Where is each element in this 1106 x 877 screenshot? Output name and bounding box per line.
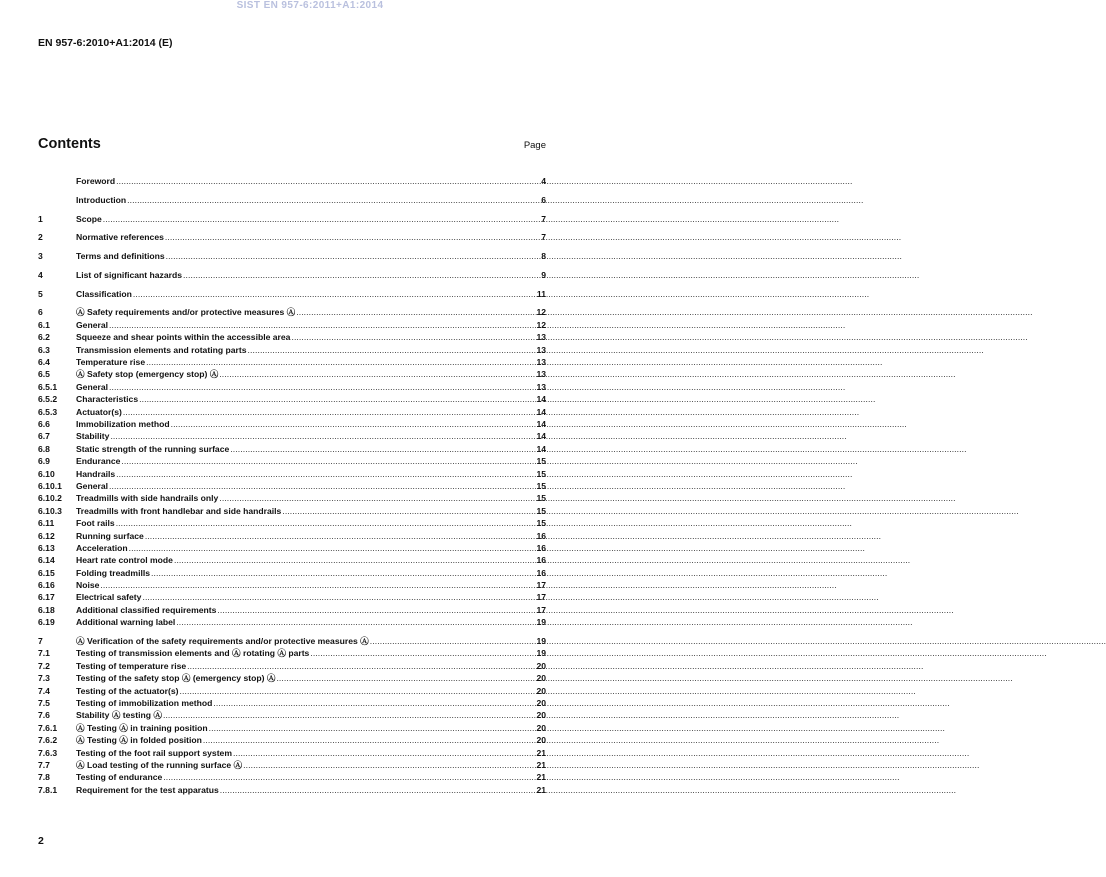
- toc-dot-leader: [370, 635, 536, 647]
- toc-section-title: Testing of the actuator(s): [76, 685, 179, 696]
- toc-page-number: 12: [536, 307, 546, 318]
- toc-dot-leader: [230, 443, 535, 455]
- toc-entry[interactable]: [38, 430, 546, 442]
- toc-section-title: Characteristics: [76, 394, 139, 405]
- toc-dot-leader: [163, 709, 535, 721]
- toc-page-number: 16: [536, 530, 546, 541]
- toc-entry[interactable]: [38, 418, 546, 430]
- toc-dot-leader: [145, 530, 536, 542]
- toc-entry[interactable]: [38, 542, 546, 554]
- toc-section-number: 6.10.1: [38, 480, 62, 491]
- toc-entry[interactable]: [38, 517, 546, 529]
- toc-page-number: 7: [541, 232, 546, 243]
- toc-page-number: 19: [536, 636, 546, 647]
- toc-page-number: 15: [536, 468, 546, 479]
- toc-page-number: 13: [536, 344, 546, 355]
- toc-section-title: Foreword: [76, 176, 116, 186]
- toc-dot-leader: [243, 759, 535, 771]
- toc-dot-leader: [219, 492, 535, 504]
- toc-entry[interactable]: [38, 734, 546, 746]
- toc-page-number: 16: [536, 555, 546, 566]
- toc-page-number: 13: [536, 381, 546, 392]
- toc-section-number: 6.10: [38, 468, 55, 479]
- toc-page-number: 16: [536, 542, 546, 553]
- toc-page-number: 20: [536, 735, 546, 746]
- toc-page-number: 9: [541, 269, 546, 280]
- toc-page-number: 7: [541, 213, 546, 224]
- toc-section-number: 6.13: [38, 542, 55, 553]
- toc-section-number: 7.8: [38, 772, 50, 783]
- toc-section-title: Endurance: [76, 456, 121, 467]
- toc-section-number: 6.17: [38, 592, 55, 603]
- toc-page-number: 20: [536, 722, 546, 733]
- toc-section-title: Testing of immobilization method: [76, 697, 213, 708]
- toc-dot-leader: [171, 418, 536, 430]
- toc-section-title: Ⓐ Testing Ⓐ in folded position: [76, 735, 202, 746]
- toc-section-number: 3: [38, 251, 43, 262]
- document-id: EN 957-6:2010+A1:2014 (E): [38, 37, 173, 49]
- toc-dot-leader: [296, 306, 535, 318]
- toc-dot-leader: [187, 660, 535, 672]
- toc-entry[interactable]: [38, 406, 546, 418]
- toc-section-title: Testing of the safety stop Ⓐ (emergency stop) Ⓐ: [76, 673, 276, 684]
- toc-dot-leader: [233, 747, 535, 759]
- toc-entry[interactable]: [38, 784, 546, 796]
- toc-section-title: Testing of the foot rail support system: [76, 747, 232, 758]
- toc-section-title: Requirement for the test apparatus: [76, 784, 219, 795]
- toc-dot-leader: [183, 269, 540, 281]
- toc-section-title: Transmission elements and rotating parts: [76, 344, 247, 355]
- watermark: SIST EN 957-6:2011+A1:2014: [236, 0, 384, 11]
- toc-entry[interactable]: [38, 213, 546, 225]
- toc-entry[interactable]: [38, 356, 546, 368]
- toc-section-title: Acceleration: [76, 542, 128, 553]
- toc-section-number: 6.18: [38, 604, 55, 615]
- toc-page-number: 15: [536, 456, 546, 467]
- toc-section-number: 6.11: [38, 518, 55, 529]
- toc-page-number: 21: [536, 784, 546, 795]
- toc-section-number: 6.14: [38, 555, 55, 566]
- toc-section-number: 6.4: [38, 357, 50, 368]
- toc-entry[interactable]: [38, 505, 546, 517]
- toc-dot-leader: [146, 356, 535, 368]
- toc-page-number: 11: [536, 288, 546, 299]
- toc-entry[interactable]: [38, 331, 546, 343]
- toc-page-number: 17: [536, 592, 546, 603]
- toc-section-title: Ⓐ Safety requirements and/or protective measures Ⓐ: [76, 307, 296, 318]
- toc-entry[interactable]: [38, 709, 546, 721]
- toc-section-title: Ⓐ Load testing of the running surface Ⓐ: [76, 759, 243, 770]
- toc-dot-leader: [109, 319, 535, 331]
- toc-dot-leader: [116, 517, 536, 529]
- toc-dot-leader: [291, 331, 535, 343]
- page-number: 2: [38, 835, 44, 847]
- toc-section-number: 6: [38, 307, 43, 318]
- toc-dot-leader: [174, 554, 535, 566]
- toc-section-number: 6.10.2: [38, 493, 62, 504]
- toc-entry[interactable]: [38, 231, 546, 243]
- toc-section-title: Electrical safety: [76, 592, 142, 603]
- toc-section-title: Static strength of the running surface: [76, 443, 230, 454]
- toc-entry[interactable]: [38, 660, 546, 672]
- toc-dot-leader: [180, 685, 536, 697]
- toc-section-number: 4: [38, 269, 43, 280]
- toc-page-number: 20: [536, 710, 546, 721]
- toc-section-title: Foot rails: [76, 518, 115, 529]
- toc-section-number: 1: [38, 213, 43, 224]
- toc-section-number: 7.6.3: [38, 747, 58, 758]
- toc-page-number: 19: [536, 617, 546, 628]
- toc-entry[interactable]: [38, 530, 546, 542]
- toc-entry[interactable]: [38, 492, 546, 504]
- toc-dot-leader: [209, 722, 536, 734]
- toc-section-title: Normative references: [76, 232, 164, 243]
- toc-section-number: 6.2: [38, 332, 50, 343]
- toc-page-number: 6: [541, 194, 546, 205]
- toc-section-number: 6.10.3: [38, 505, 62, 516]
- toc-dot-leader: [203, 734, 536, 746]
- toc-section-title: Testing of transmission elements and Ⓐ rotating Ⓐ parts: [76, 648, 310, 659]
- toc-page-number: 20: [536, 685, 546, 696]
- toc-section-title: Squeeze and shear points within the accessible area: [76, 332, 291, 343]
- toc-entry[interactable]: [38, 393, 546, 405]
- toc-dot-leader: [129, 542, 536, 554]
- toc-page-number: 13: [536, 332, 546, 343]
- toc-section-number: 7.5: [38, 697, 50, 708]
- toc-section-number: 6.16: [38, 580, 55, 591]
- toc-section-number: 7.6.1: [38, 722, 58, 733]
- toc-dot-leader: [213, 697, 535, 709]
- toc-entry[interactable]: [38, 567, 546, 579]
- toc-dot-leader: [165, 231, 540, 243]
- toc-dot-leader: [116, 175, 540, 187]
- page-column-label: Page: [523, 140, 546, 151]
- toc-page-number: 4: [541, 176, 546, 186]
- toc-dot-leader: [217, 604, 535, 616]
- toc-section-title: General: [76, 319, 109, 330]
- toc-section-number: 6.19: [38, 617, 55, 628]
- toc-page-number: 17: [536, 580, 546, 591]
- toc-page-number: 14: [536, 443, 546, 454]
- toc-section-number: 6.6: [38, 418, 50, 429]
- toc-section-title: Stability: [76, 431, 110, 442]
- toc-entry[interactable]: [38, 771, 546, 783]
- toc-section-title: Folding treadmills: [76, 567, 151, 578]
- toc-dot-leader: [133, 288, 536, 300]
- toc-section-title: General: [76, 480, 109, 491]
- toc-section-title: Terms and definitions: [76, 251, 165, 262]
- toc-section-title: Testing of endurance: [76, 772, 163, 783]
- toc-page-number: 14: [536, 431, 546, 442]
- toc-entry[interactable]: [38, 616, 546, 628]
- toc-dot-leader: [110, 430, 535, 442]
- toc-dot-leader: [121, 455, 535, 467]
- toc-dot-leader: [166, 250, 541, 262]
- toc-section-number: 5: [38, 288, 43, 299]
- toc-section-number: 6.5.1: [38, 381, 58, 392]
- toc-entry[interactable]: [38, 554, 546, 566]
- toc-page-number: 17: [536, 604, 546, 615]
- toc-entry[interactable]: [38, 722, 546, 734]
- toc-section-title: Classification: [76, 288, 132, 299]
- toc-dot-leader: [109, 480, 535, 492]
- toc-section-number: 6.3: [38, 344, 50, 355]
- toc-section-number: 7.4: [38, 685, 50, 696]
- toc-page-number: 8: [541, 251, 546, 262]
- toc-dot-leader: [142, 591, 535, 603]
- toc-page-number: 15: [536, 493, 546, 504]
- toc-entry[interactable]: [38, 468, 546, 480]
- toc-section-title: Stability Ⓐ testing Ⓐ: [76, 710, 162, 721]
- toc-section-title: Introduction: [76, 194, 127, 205]
- toc-section-title: Treadmills with front handlebar and side handrails: [76, 505, 282, 516]
- toc-page-number: 12: [536, 319, 546, 330]
- toc-section-title: Ⓐ Safety stop (emergency stop) Ⓐ: [76, 369, 219, 380]
- toc-page-number: 21: [536, 772, 546, 783]
- toc-page-number: 13: [536, 357, 546, 368]
- toc-section-number: 7.6.2: [38, 735, 58, 746]
- toc-section-number: 7.1: [38, 648, 50, 659]
- toc-section-title: Ⓐ Verification of the safety requirements and/or protective measures Ⓐ: [76, 636, 369, 647]
- toc-dot-leader: [163, 771, 535, 783]
- toc-entry[interactable]: [38, 368, 546, 380]
- toc-entry[interactable]: [38, 250, 546, 262]
- toc-section-number: 6.9: [38, 456, 50, 467]
- toc-entry[interactable]: [38, 480, 546, 492]
- toc-page-number: 15: [536, 480, 546, 491]
- toc-section-number: 6.12: [38, 530, 55, 541]
- toc-dot-leader: [109, 381, 535, 393]
- toc-entry[interactable]: [38, 194, 546, 206]
- toc-dot-leader: [103, 213, 540, 225]
- toc-page-number: 20: [536, 697, 546, 708]
- toc-section-title: List of significant hazards: [76, 269, 183, 280]
- toc-section-title: Noise: [76, 580, 100, 591]
- toc-section-number: 7.2: [38, 660, 50, 671]
- toc-entry[interactable]: [38, 747, 546, 759]
- toc-entry[interactable]: [38, 647, 546, 659]
- toc-entry[interactable]: [38, 443, 546, 455]
- toc-entry[interactable]: [38, 288, 546, 300]
- toc-section-title: Temperature rise: [76, 357, 146, 368]
- toc-dot-leader: [248, 344, 536, 356]
- toc-entry[interactable]: [38, 269, 546, 281]
- toc-page-number: 19: [536, 648, 546, 659]
- toc-section-title: Handrails: [76, 468, 116, 479]
- toc-page-number: 15: [536, 518, 546, 529]
- toc-entry[interactable]: [38, 685, 546, 697]
- toc-section-title: Ⓐ Testing Ⓐ in training position: [76, 722, 208, 733]
- toc-section-title: Actuator(s): [76, 406, 122, 417]
- toc-dot-leader: [310, 647, 535, 659]
- toc-page-number: 16: [536, 567, 546, 578]
- toc-dot-leader: [116, 468, 535, 480]
- toc-section-title: Scope: [76, 213, 102, 224]
- toc-dot-leader: [139, 393, 535, 405]
- table-of-contents: [38, 175, 546, 796]
- toc-section-number: 7.3: [38, 673, 50, 684]
- toc-section-number: 6.8: [38, 443, 50, 454]
- toc-page-number: 21: [536, 747, 546, 758]
- toc-page-number: 20: [536, 673, 546, 684]
- toc-section-title: Immobilization method: [76, 418, 170, 429]
- toc-dot-leader: [123, 406, 536, 418]
- toc-page-number: 15: [536, 505, 546, 516]
- toc-section-number: 6.7: [38, 431, 50, 442]
- toc-entry[interactable]: [38, 672, 546, 684]
- toc-entry[interactable]: [38, 319, 546, 331]
- toc-page-number: 14: [536, 418, 546, 429]
- toc-section-number: 2: [38, 232, 43, 243]
- toc-entry[interactable]: [38, 759, 546, 771]
- toc-section-number: 6.5.2: [38, 394, 58, 405]
- toc-page-number: 13: [536, 369, 546, 380]
- contents-heading: Contents: [38, 136, 101, 152]
- toc-entry[interactable]: [38, 579, 546, 591]
- toc-section-number: 6.15: [38, 567, 55, 578]
- toc-dot-leader: [220, 784, 536, 796]
- toc-dot-leader: [282, 505, 535, 517]
- toc-page-number: 21: [536, 759, 546, 770]
- toc-entry[interactable]: [38, 381, 546, 393]
- toc-section-number: 6.1: [38, 319, 50, 330]
- toc-section-number: 7.7: [38, 759, 50, 770]
- toc-dot-leader: [127, 194, 540, 206]
- toc-section-title: Heart rate control mode: [76, 555, 173, 566]
- toc-entry[interactable]: [38, 591, 546, 603]
- toc-entry[interactable]: [38, 344, 546, 356]
- toc-dot-leader: [276, 672, 535, 684]
- toc-dot-leader: [151, 567, 535, 579]
- toc-page-number: 14: [536, 394, 546, 405]
- toc-section-number: 7.8.1: [38, 784, 58, 795]
- toc-dot-leader: [219, 368, 535, 380]
- toc-section-title: Testing of temperature rise: [76, 660, 187, 671]
- toc-entry[interactable]: [38, 306, 546, 318]
- toc-entry[interactable]: [38, 175, 546, 187]
- toc-entry[interactable]: [38, 455, 546, 467]
- toc-section-number: 7.6: [38, 710, 50, 721]
- toc-section-number: 6.5: [38, 369, 50, 380]
- toc-page-number: 14: [536, 406, 546, 417]
- toc-section-title: Additional classified requirements: [76, 604, 217, 615]
- toc-section-number: 6.5.3: [38, 406, 58, 417]
- toc-dot-leader: [100, 579, 535, 591]
- toc-section-number: 7: [38, 636, 43, 647]
- toc-section-title: General: [76, 381, 109, 392]
- toc-section-title: Running surface: [76, 530, 144, 541]
- toc-section-title: Additional warning label: [76, 617, 176, 628]
- toc-entry[interactable]: [38, 697, 546, 709]
- toc-page-number: 20: [536, 660, 546, 671]
- toc-entry[interactable]: [38, 635, 546, 647]
- toc-dot-leader: [176, 616, 535, 628]
- toc-section-title: Treadmills with side handrails only: [76, 493, 219, 504]
- toc-entry[interactable]: [38, 604, 546, 616]
